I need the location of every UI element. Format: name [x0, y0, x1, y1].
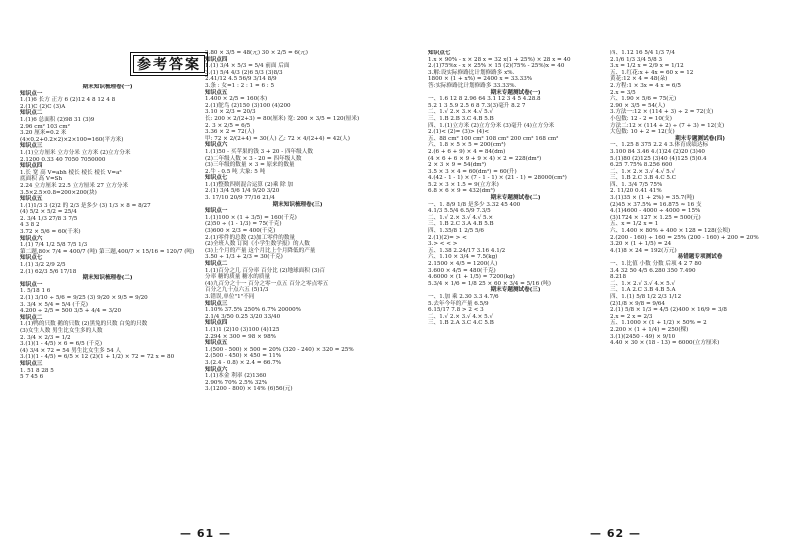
answer-line: 1800 × (1 + x%) = 2400 x = 33.33%: [428, 76, 533, 83]
answer-line: (4) 3/4 × 72 = 54 男生比女生多 54 人: [20, 347, 122, 354]
answer-line: 一、1.比值 小数 分数 后项 4 2 7 80: [610, 261, 702, 267]
answer-line: 3.错误,单位"1"不同: [205, 293, 255, 300]
answer-line: 2.(1)75%x - x × 25% × 15 (2)(75% - 25%)x = 40: [428, 63, 565, 70]
answer-line: (3)上个月的产量 这个月比上个月降低的产量: [205, 247, 316, 254]
answer-line: 1.(1)50 - 买苹果的钱 3 + 20 - 四年级人数: [205, 148, 313, 155]
answer-line: 5.3/4 × 1/6 = 1/8 25 × 60 × 3/4 = 5/16 (吨): [428, 280, 551, 287]
answer-line: 三、1.B 2.C 3.B 4.C 5.C: [610, 175, 677, 182]
answer-line: 2.1200 0.33 40 7050 7050000: [20, 156, 106, 163]
answer-line: (2)45 × 37.5% = 16.875 ≈ 16 支: [610, 201, 702, 208]
answer-line: 3.20 厘米=0.2 米: [20, 130, 67, 137]
section-heading: 知识点七: [20, 255, 43, 262]
answer-line: 2.24 立方厘米 22.5 立方厘米 27 立方分米: [20, 182, 129, 189]
answer-line: 分率 糖的质量 糖水的质量: [205, 274, 271, 281]
section-heading: 知识点三: [20, 143, 43, 150]
section-heading: 知识点五: [20, 196, 43, 203]
answer-line: 1.(1)100 × (1 + 3/5) = 160(千克): [205, 214, 297, 221]
answer-line: (2)二年级人数 × 3 - 20 = 四年级人数: [205, 155, 302, 162]
answer-line: 2.(1) 3/4 5/6 1/4 9/20 3/20: [205, 188, 280, 195]
answer-line: 五、1.38 2.24/17 3.16 4.1/2: [428, 247, 506, 254]
answer-line: 3.解:设实际修路比计划修路多 x%.: [428, 69, 515, 76]
answer-line: 2.x = 3/5: [610, 89, 636, 96]
section-heading: 知识点三: [20, 360, 43, 367]
answer-line: 2.(1) 62/3 5/6 17/18: [20, 268, 77, 275]
answer-line: 二、1.× 2.× 3.√ 4.√ 5.√: [610, 168, 676, 175]
answer-line: 3.(1)35 × (1 + 2%) = 35.7(吨): [610, 195, 695, 202]
answer-line: 甲: 72 × 2/(2+4) = 30(人) 乙: 72 × 4/(2+4) = 42(人): [205, 135, 350, 142]
answer-line: 1.(1)百分之几 百分率 百分比 (2)地球面积 (3)百: [205, 267, 326, 274]
answer-line: 2.(200 - 160) ÷ 160 = 25% (200 - 160) + 200 = 20%: [610, 234, 759, 241]
answer-line: 一、1.加 乘 2.30 3.3 4.7/6: [428, 293, 499, 300]
answer-line: 3. 17/10 20/9 77/16 21/4: [205, 195, 275, 202]
answer-line: (4×0.2+0.2×2)×2×100=160(平方米): [20, 136, 124, 143]
answer-line: 一、1.25 8 375 2.2 4 3.体育成绩达标: [610, 142, 709, 149]
test-title: 期末专题测试卷(四): [675, 135, 725, 142]
answer-line: 3.20 × (1 + 1/5) = 24: [610, 241, 672, 248]
answer-line: 2.牛 - 0.5 吨 大象: 5 吨: [205, 168, 266, 175]
answer-line: 5.2 × 3 × 1.5 = 9(立方米): [428, 181, 499, 188]
answer-line: 2.90 × 3/5 = 54(人): [610, 102, 666, 109]
section-heading: 知识点二: [20, 314, 43, 321]
answer-line: 4.1/3 5.5/4 6.5/9 7.3/5: [428, 208, 491, 215]
answer-line: 1.x × 90% - x × 28 x = 32 x(1 + 25%) × 28 x = 40: [428, 56, 571, 63]
answer-line: 6.8 × 6 × 9 = 432(dm³): [428, 188, 495, 195]
test-title: 期末专题测试卷(二): [490, 195, 541, 202]
answer-line: 5.去年今年的产量 6.5/9: [428, 300, 489, 307]
test-title: 期末知识梳理卷(一): [82, 84, 133, 90]
answer-line: (3)600 × 2/3 = 400(千克): [205, 228, 276, 235]
answer-line: 1.(1)1 (2)10 (3)100 (4)125: [205, 326, 280, 333]
answer-line: 1.(1)6 长方 正方 6 (2)12 4 8 12 4 8: [20, 97, 116, 104]
answer-line: 1.(1)鸭的只数 鹅的只数 (2)黑兔的只数 白兔的只数: [20, 321, 148, 328]
answer-line: 2.方程:1 × 3x = 4 x = 6/5: [610, 82, 681, 89]
test-title: 期末专题测试卷(一): [490, 89, 541, 96]
section-heading: 知识点一: [20, 281, 43, 288]
answer-line: 3.(1)(1 - 4/5) × 6 = 6/5 (千克): [20, 341, 103, 348]
section-heading: 知识点五: [205, 89, 228, 96]
answer-line: 3. 3/4 × 5/4 = 5/4 (千克): [20, 301, 88, 308]
answer-line: 小包数: 12 - 2 = 10(支): [610, 115, 672, 122]
answer-line: 3.72 × 5/6 = 60(千米): [20, 229, 81, 236]
answer-line: 四、1.(1)立方米 (2)立方分米 (3)毫升 (4)立方分米: [428, 122, 555, 129]
answer-line: 2.(500 - 450) × 450 = 11%: [205, 353, 282, 360]
answer-line: 3.(2.4 - 0.8) × 2.4 = 66.7%: [205, 359, 282, 366]
answer-line: 六、1.400 × 80% + 400 × 128 = 128(公顷): [610, 228, 731, 235]
section-heading: 知识点一: [20, 90, 43, 97]
answer-line: 1.(1)立方厘米 立方分米 立方米 (2)立方分米: [20, 149, 131, 156]
answer-line: 2. 3/4 1/3 27/8 3 7/5: [20, 215, 78, 222]
answer-line: 3.条 : 女=1 : 2 : 1 = 6 : 5: [205, 82, 275, 89]
answer-line: 一、1. 8/9 1/8 是多少 3.32 45 400: [428, 201, 521, 208]
answer-line: 3.100 84 3.46 4.(1)24 (2)20 (3)40: [610, 148, 705, 155]
answer-line: 一、1.6 12 8 2.96 64 3.1 12 3 4 5 4.28.8: [428, 96, 541, 103]
answer-line: 3.5×2.5×0.8=200×200(块): [20, 189, 97, 196]
answer-line: 6.15/17 7.8 > 2 < 3: [428, 307, 484, 314]
answer-line: (3)女生人数 男生比女生多的人数: [20, 327, 103, 334]
answer-line: 2.96 cm² 103 cm²: [20, 123, 70, 130]
answer-line: 4.(1)4600 - 4000 ÷ 4000 = 15%: [610, 208, 701, 215]
answer-line: 2.(1)零件的总数 (2)加工零件的数量: [205, 234, 296, 241]
answer-line: (3)三年级的数量 × 3 = 原来的数量: [205, 162, 295, 169]
answer-line: 六、1.90 × 5/6 = 75(元): [610, 96, 677, 103]
answer-line: 1.(1)6 总面积 (2)98 31 (3)9: [20, 116, 95, 123]
section-heading: 知识点四: [205, 320, 228, 327]
answer-line: 5 7 45 6: [20, 374, 44, 381]
answer-line: 2.90% 70% 2.5% 32%: [205, 379, 268, 386]
answer-line: 大包数: 10 + 2 = 12(支): [610, 129, 675, 136]
section-heading: 知识点二: [20, 110, 43, 117]
section-heading: 知识点七: [205, 175, 228, 182]
answer-line: 2 × 3 × 9 = 54(dm³): [428, 162, 487, 169]
answer-line: 3.(1)(2450 - 49) × 9/10: [610, 333, 676, 340]
answer-line: 5.2 1 3 5.9 2.5 6 8 7.3(3)毫升 8.2 7: [428, 102, 526, 109]
answer-line: 3.10 × 2/3 = 20/3: [205, 109, 256, 116]
answer-line: 1.(1)整数四则混合运算 (2)乘 除 加: [205, 181, 294, 188]
answer-line: 3.36 × 2 = 72(人): [205, 129, 255, 136]
answer-line: 四、1.12 16 5/4 1/3 7/4: [610, 50, 675, 56]
answer-line: 百分之九十点六五 (5)1/3: [205, 287, 269, 294]
answer-line: 2.41/12 4.5 56/9 3/14 8/9: [205, 76, 277, 83]
test-title: 期末知识梳理卷(三): [272, 201, 323, 208]
section-heading: 知识点六: [205, 142, 228, 149]
section-heading: 知识点五: [205, 340, 228, 347]
answer-line: 2.(1) 5/8 × 1/3 = 4/5 (2)400 × 16/9 = 3/8: [610, 307, 727, 314]
column-2: [205, 50, 390, 532]
answer-line: 2.294 × 300 = 98 × 98%: [205, 333, 276, 340]
column-4: [610, 50, 790, 532]
answer-line: 2.(1)鸵鸟 (2)150 (3)100 (4)200: [205, 102, 291, 109]
answer-line: 3.x = 1/2 x = 2/9 x = 1/12: [610, 63, 684, 70]
answer-line: 四、1. 3/4 7/5 75%: [610, 181, 663, 188]
answer-line: 2. 3 × 2/5 = 6/5: [205, 122, 251, 129]
answer-line: 二、1.× 2.√ 3.√ 4.× 5.√: [610, 280, 676, 287]
answer-line: 1.(1)本金 利率 (2)1360: [205, 373, 267, 380]
answer-line: (2)全班人数 订阅《小学生数学报》的人数: [205, 241, 310, 248]
answer-line: 底面积 高 V=Sh: [20, 176, 63, 183]
answer-line: 4.(42 - 1 - 1) × (7 - 1 - 1) × (21 - 1) = 28000(cm³): [428, 175, 567, 182]
answer-line: 4.6000 × (1 + 1/5) = 7200(kg): [428, 274, 515, 281]
answer-line: (4) 5/2 × 5/2 = 25/4: [20, 209, 77, 216]
answer-line: 3.(1) 5/4 4/3 (2)6 5/3 (3)8/3: [205, 69, 283, 76]
answer-line: 3.5 × 3 × 4 = 60(dm³) = 60(升): [428, 168, 517, 175]
answer-line: 3.50 ÷ 1/3 + 2/3 = 30(千克): [205, 254, 283, 261]
answer-line: 2. 3/4 × 2/3 = 1/2: [20, 334, 71, 341]
answer-line: 三、1.B 2.B 3.C 4.B 5.B: [428, 115, 494, 122]
answer-line: 1.(1) 7/4 1/2 5/8 7/5 1/3: [20, 242, 88, 249]
answer-line: 3.600 × 4/5 = 480(千克): [428, 267, 496, 274]
answer-line: 4.(1)8 × 24 = 192(万元): [610, 247, 677, 254]
answer-line: 1.(1) 3/4 × 5/3 = 5/4 前面 后面: [205, 63, 290, 70]
answer-line: 2.(6 + 6 + 9) × 4 = 84(dm): [428, 148, 506, 155]
answer-line: 2.200 × (1 + 1/4) = 250(棵): [610, 326, 689, 333]
answer-line: 长: 200 × 2/(2+3) = 80(厘米) 宽: 200 × 3/5 = 120(厘米): [205, 115, 360, 122]
answer-line: 五、1.红花:x + 4x = 60 x = 12: [610, 69, 694, 76]
answer-line: 三、1.A 2.C 3.B 4.B 5.A: [610, 287, 676, 294]
answer-line: 三、1.B 2.A 3.C 4.C 5.B: [428, 320, 494, 327]
section-heading: 知识点四: [20, 163, 43, 170]
answer-line: 2.(1)C (2)C (3)A: [20, 103, 66, 110]
answer-line: 1.(1) 3/2 2/9 2/5: [20, 262, 66, 269]
answer-line: 1. 51 8 28 5: [20, 367, 54, 374]
answer-line: 二、1.√ 2.× 3.√ 4.√ 5.×: [428, 214, 494, 221]
answer-line: 8.218: [610, 274, 627, 281]
page-number-right: — 62 —: [590, 527, 641, 540]
answer-line: 4.40 × 30 × (18 - 13) = 6000(立方厘米): [610, 340, 720, 347]
answer-line: 2.x = 2 x = 2/3: [610, 313, 653, 320]
answer-line: 3.> < < >: [428, 241, 458, 248]
page-number-left: — 61 —: [180, 527, 231, 540]
answer-line: 2.(1)(2)= > <: [428, 234, 467, 241]
section-heading: 知识点一: [205, 208, 228, 215]
answer-key-title: 参考答案: [130, 52, 208, 76]
answer-line: (2)50 ÷ (1 - 1/3) = 75(千克): [205, 221, 282, 228]
answer-line: 3.(1)(1 - 4/5) = 6/5 × 12 (2)(1 + 1/2) × 72 = 72 x = 80: [20, 354, 175, 361]
answer-line: 五、88 cm² 100 cm² 108 cm² 200 cm² 168 cm²: [428, 135, 559, 142]
answer-line: 方法二:12 × (114 + 2) ÷ (7 + 3) = 12(支): [610, 122, 725, 129]
answer-line: (2)1/8 × 9/8 = 9/64: [610, 300, 665, 307]
answer-line: 二、1.√ 2.× 3.√ 4.× 5.√: [428, 313, 494, 320]
answer-line: (3)1724 × 127 × 1.25 = 500(元): [610, 214, 701, 221]
answer-line: 2.1500 × 4/5 = 1200(人): [428, 261, 498, 267]
answer-line: 1.(500 - 500) × 500 = 20% (320 - 240) × 320 = 25%: [205, 346, 354, 353]
answer-line: 5.(1)80 (2)125 (3)40 (4)125 (5)0.4: [610, 155, 707, 162]
section-heading: 知识点三: [205, 300, 228, 307]
answer-line: 4.200 ÷ 2/5 = 500 3/5 + 4/4 = 3/20: [20, 308, 122, 315]
answer-line: 1.400 × 2/5 = 160(本): [205, 96, 268, 103]
answer-line: 三、1.B 2.C 3.A 4.B 5.B: [428, 221, 494, 228]
answer-line: 3.4 32 50 4/5 6.280 350 7.490: [610, 267, 696, 274]
answer-line: 1.10% 37.5% 250% 6.7% 20000%: [205, 307, 301, 314]
answer-line: 答:实际修路比计划修路多 33.33%.: [428, 82, 517, 89]
column-1: [20, 84, 195, 532]
answer-line: 2. 11/20 0.41 41%: [610, 188, 662, 195]
answer-line: 2.(1) 3/10 ÷ 5/6 = 9/25 (3) 9/20 × 9/5 = 9/20: [20, 295, 148, 301]
section-heading: 知识点六: [205, 366, 228, 373]
answer-line: 6.25 7.75% 8.256 600: [610, 162, 673, 169]
right-page: [400, 0, 800, 560]
column-3: [428, 50, 603, 532]
section-heading: 知识点六: [20, 235, 43, 242]
answer-line: 1.(1)1/3 3 (2)2 的 2/3 是多少 (3) 1/3 × 8 = 8/27: [20, 202, 151, 209]
answer-line: 四、1.35/8 1 2/5 5/6: [428, 228, 484, 235]
answer-line: 六、1.8 × 5 × 5 = 200(cm³): [428, 142, 506, 149]
answer-line: 2.80 × 3/5 = 48(元) 30 × 2/5 = 6(元): [205, 50, 308, 56]
answer-line: 二、1.√ 2.× 3.× 4.√ 5.√: [428, 109, 494, 116]
answer-line: 六、1.10 × 3/4 = 7.5(kg): [428, 254, 498, 261]
answer-line: 五、x = 1/2 x = 1: [610, 221, 659, 228]
test-title: 易错题专项测试卷: [677, 254, 723, 261]
section-heading: 知识点七: [428, 50, 451, 56]
answer-line: 4 3 8 2: [20, 222, 40, 229]
answer-line: 第二题,80× 7/4 = 400/7 (吨) 第三题,400/7 × 15/16 = 120/7 (吨): [20, 248, 195, 255]
answer-line: 2.1/6 1/3 3/4 5/8 3: [610, 56, 663, 63]
answer-line: (4 × 6 + 6 × 9 + 9 × 4) × 2 = 228(dm²): [428, 155, 542, 162]
section-heading: 知识点二: [205, 261, 228, 267]
test-title: 期末专题测试卷(三): [490, 287, 541, 294]
test-title: 期末知识梳理卷(二): [82, 275, 133, 282]
answer-line: 1. 5/18 1 6: [20, 288, 51, 295]
answer-line: 五、1.1000 × (1 + 1/2) × 50% = 2: [610, 320, 707, 327]
answer-line: 黄花:12 × 4 = 48(朵): [610, 76, 668, 83]
section-heading: 知识点四: [205, 56, 228, 63]
answer-line: 2.1/4 3/50 0.25 3/20 33/40: [205, 313, 281, 320]
answer-line: 3.方法一:12 × (114 + 3) ÷ 2 = 72(支): [610, 109, 714, 116]
answer-line: 四、1.(1) 5/8 1/2 2/3 1/12: [610, 293, 682, 300]
answer-line: 3.(1200 - 800) × 14% (6)56(元): [205, 386, 293, 393]
answer-line: 1.长 宽 高 V=abh 棱长 棱长 棱长 V=a³: [20, 169, 122, 176]
answer-line: (4)九百分之十一 百分之零一点五 百分之零点零五: [205, 280, 329, 287]
answer-line: 2.(1)< (2)= (3)> (4)<: [428, 129, 490, 136]
